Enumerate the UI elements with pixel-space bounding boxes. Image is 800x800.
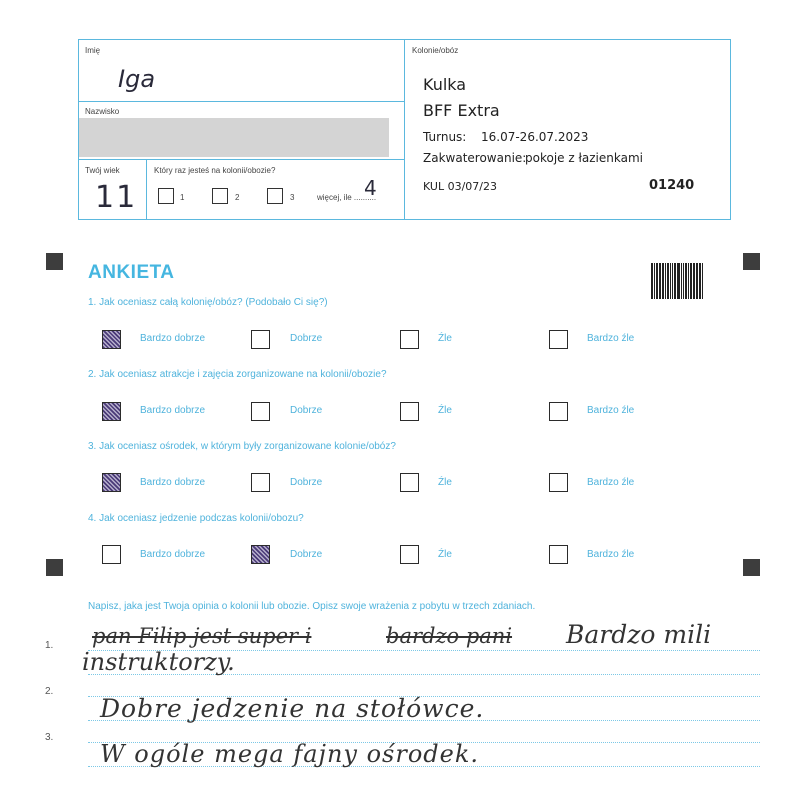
q4-option-zle-checkbox[interactable]	[400, 545, 419, 564]
age-value[interactable]: 11	[95, 180, 138, 215]
times-option-1: 1	[180, 193, 185, 202]
first-name-value[interactable]: Iga	[118, 65, 156, 93]
lodging-label: Zakwaterowanie:	[423, 151, 527, 165]
q3-option-zle-label: Źle	[438, 477, 452, 488]
q1-option-dobrze-label: Dobrze	[290, 333, 323, 344]
q1-option-bardzo-dobrze-label: Bardzo dobrze	[140, 333, 206, 344]
answer-1-continuation[interactable]: instruktorzy.	[82, 648, 235, 676]
q3-option-bardzo-dobrze-checkbox[interactable]	[102, 473, 121, 492]
q3-option-dobrze-checkbox[interactable]	[251, 473, 270, 492]
header-divider-vertical	[404, 39, 405, 220]
q3-option-bardzo-zle-label: Bardzo źle	[587, 477, 635, 488]
lodging-value: pokoje z łazienkami	[525, 151, 643, 165]
q2-option-bardzo-zle-checkbox[interactable]	[549, 402, 568, 421]
q4-option-bardzo-dobrze-checkbox[interactable]	[102, 545, 121, 564]
answer-3-text[interactable]: W ogóle mega fajny ośrodek.	[100, 740, 480, 768]
registration-marker-bottom-left	[46, 559, 63, 576]
q4-option-zle-label: Źle	[438, 549, 452, 560]
registration-marker-top-left	[46, 253, 63, 270]
q1-option-bardzo-zle-label: Bardzo źle	[587, 333, 635, 344]
answer-1-text[interactable]: Bardzo mili	[566, 620, 712, 649]
answer-1-struck-text-2[interactable]: bardzo pani	[386, 624, 513, 648]
q4-option-bardzo-dobrze-label: Bardzo dobrze	[140, 549, 206, 560]
question-4: 4. Jak oceniasz jedzenie podczas kolonii/obozu?	[88, 513, 304, 524]
times-checkbox-3[interactable]	[267, 188, 283, 204]
q2-option-bardzo-dobrze-checkbox[interactable]	[102, 402, 121, 421]
q4-option-dobrze-checkbox[interactable]	[251, 545, 270, 564]
q2-option-bardzo-dobrze-label: Bardzo dobrze	[140, 405, 206, 416]
q3-option-zle-checkbox[interactable]	[400, 473, 419, 492]
registration-marker-bottom-right	[743, 559, 760, 576]
camp-label: Kolonie/obóz	[412, 46, 459, 55]
camp-code: KUL 03/07/23	[423, 180, 497, 193]
barcode	[651, 263, 703, 299]
turnus-label: Turnus:	[423, 130, 467, 144]
q2-option-bardzo-zle-label: Bardzo źle	[587, 405, 635, 416]
age-label: Twój wiek	[85, 166, 120, 175]
last-name-label: Nazwisko	[85, 107, 120, 116]
times-checkbox-1[interactable]	[158, 188, 174, 204]
header-divider-name	[78, 101, 405, 102]
q1-option-bardzo-dobrze-checkbox[interactable]	[102, 330, 121, 349]
times-label: Który raz jesteś na kolonii/obozie?	[154, 166, 276, 175]
survey-title: ANKIETA	[88, 262, 175, 283]
q4-option-dobrze-label: Dobrze	[290, 549, 323, 560]
q1-option-zle-label: Źle	[438, 333, 452, 344]
first-name-label: Imię	[85, 46, 101, 55]
q4-option-bardzo-zle-checkbox[interactable]	[549, 545, 568, 564]
answer-1-struck-text[interactable]: pan Filip jest super i	[92, 624, 312, 648]
line-number-3: 3.	[45, 732, 54, 743]
open-answer-instruction: Napisz, jaka jest Twoja opinia o kolonii lub obozie. Opisz swoje wrażenia z pobytu w trzech zdaniach.	[88, 601, 536, 612]
q3-option-bardzo-dobrze-label: Bardzo dobrze	[140, 477, 206, 488]
q1-option-zle-checkbox[interactable]	[400, 330, 419, 349]
header-divider-age	[78, 159, 405, 160]
line-number-2: 2.	[45, 686, 54, 697]
camp-number: 01240	[649, 178, 695, 193]
answer-2-text[interactable]: Dobre jedzenie na stołówce.	[100, 694, 485, 723]
last-name-redaction	[79, 118, 389, 157]
turnus-value: 16.07-26.07.2023	[481, 130, 589, 144]
camp-subtitle: BFF Extra	[423, 101, 500, 120]
line-number-1: 1.	[45, 640, 54, 651]
q1-option-dobrze-checkbox[interactable]	[251, 330, 270, 349]
times-more-value[interactable]: 4	[364, 176, 377, 200]
q1-option-bardzo-zle-checkbox[interactable]	[549, 330, 568, 349]
question-1: 1. Jak oceniasz całą kolonię/obóz? (Podobało Ci się?)	[88, 297, 328, 308]
times-checkbox-2[interactable]	[212, 188, 228, 204]
header-divider-age-times	[146, 159, 147, 220]
q4-option-bardzo-zle-label: Bardzo źle	[587, 549, 635, 560]
q2-option-dobrze-label: Dobrze	[290, 405, 323, 416]
times-option-3: 3	[290, 193, 295, 202]
question-2: 2. Jak oceniasz atrakcje i zajęcia zorganizowane na kolonii/obozie?	[88, 369, 387, 380]
q2-option-dobrze-checkbox[interactable]	[251, 402, 270, 421]
registration-marker-top-right	[743, 253, 760, 270]
q2-option-zle-label: Źle	[438, 405, 452, 416]
question-3: 3. Jak oceniasz ośrodek, w którym były zorganizowane kolonie/obóz?	[88, 441, 396, 452]
q2-option-zle-checkbox[interactable]	[400, 402, 419, 421]
camp-name: Kulka	[423, 75, 467, 94]
q3-option-dobrze-label: Dobrze	[290, 477, 323, 488]
times-option-2: 2	[235, 193, 240, 202]
times-more-label: więcej, ile ..........	[317, 193, 377, 202]
q3-option-bardzo-zle-checkbox[interactable]	[549, 473, 568, 492]
